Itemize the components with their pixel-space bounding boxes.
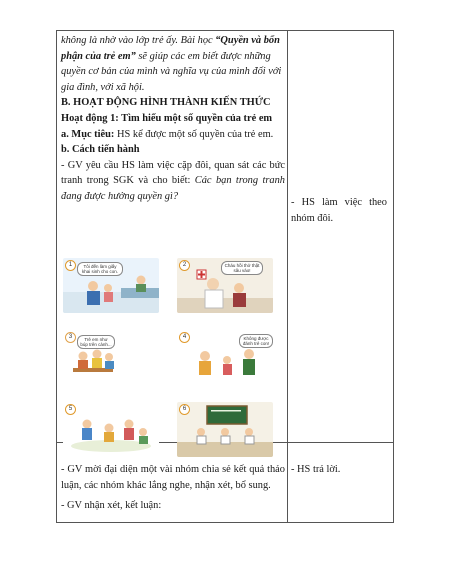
speech-bubble-4: Không được đánh trẻ con! [239, 334, 273, 348]
illustration-panel-5: 5 [63, 402, 159, 457]
textbook-illustration [61, 254, 283, 464]
activity-heading: Hoạt động 1: Tìm hiểu một số quyền của trẻ em [61, 113, 273, 125]
right-column-row1 [291, 195, 387, 226]
left-column-row2 [61, 462, 285, 493]
illustration-panel-6: 6 [177, 402, 273, 457]
illustration-panel-1: 1 Tôi đến làm giấy khai sinh cho con. [63, 258, 159, 313]
task-paragraph: - GV yêu cầu HS làm việc cặp đôi, quan sát các bức tranh trong SGK và cho biết: Các bạn trong tranh đang được hưởng quyền gì? [61, 159, 285, 203]
illustration-panel-3: 3 Trẻ em như búp trên cành... [63, 330, 159, 385]
intro-paragraph: không là nhờ vào lớp trẻ ấy. Bài học “Quyền và bổn phận của trẻ em” sẽ giúp các em biết được những quyền cơ bản của mình và nghĩa vụ của mình đối với gia đình, với xã hội. [61, 35, 282, 93]
procedure-heading: b. Cách tiến hành [61, 144, 140, 156]
section-heading: B. HOẠT ĐỘNG HÌNH THÀNH KIẾN THỨC [61, 97, 271, 109]
left-column-row3 [61, 498, 285, 514]
teacher-conclusion: - GV nhận xét, kết luận: [61, 500, 162, 511]
children-playing-scene [63, 402, 159, 457]
classroom-scene [177, 402, 273, 457]
illustration-panel-2: 2 Cháu hồi thở thật sâu vào! [177, 258, 273, 313]
speech-bubble-1: Tôi đến làm giấy khai sinh cho con. [77, 262, 123, 276]
student-answer: - HS trả lời. [291, 464, 341, 475]
left-column-row1 [61, 33, 285, 205]
right-column-row2 [291, 462, 387, 478]
speech-bubble-2: Cháu hồi thở thật sâu vào! [221, 261, 263, 275]
student-pair-work: - HS làm việc theo nhóm đôi. [291, 197, 387, 224]
column-divider [287, 31, 288, 522]
speech-bubble-3: Trẻ em như búp trên cành... [77, 335, 115, 349]
share-results: - GV mời đại diện một vài nhóm chia sẻ kết quả thảo luận, các nhóm khác lắng nghe, nhận xét, bổ sung. [61, 464, 285, 491]
illustration-panel-4: 4 Không được đánh trẻ con! [177, 330, 273, 385]
lesson-table [56, 30, 394, 523]
objective: a. Mục tiêu: HS kể được một số quyền của trẻ em. [61, 128, 274, 140]
